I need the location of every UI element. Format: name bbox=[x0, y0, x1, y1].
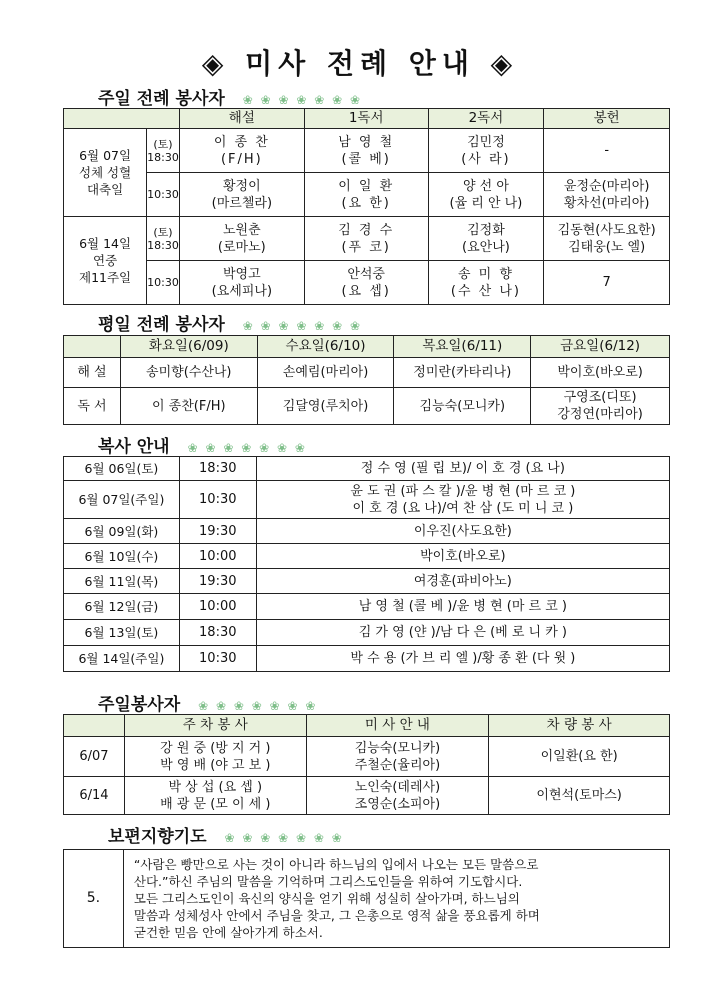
name: 강정연(마리아) bbox=[557, 407, 643, 422]
baptismal-name: (푸 코) bbox=[341, 239, 391, 255]
cell-reading1 bbox=[304, 173, 428, 217]
name: 김동현(사도요한) bbox=[557, 222, 656, 238]
server-names: 여경훈(파비아노) bbox=[256, 569, 669, 594]
header-blank bbox=[64, 715, 125, 737]
cell-offering bbox=[544, 173, 670, 217]
baptismal-name: (로마노) bbox=[217, 239, 266, 255]
date-text: 6월 14일 bbox=[79, 236, 132, 251]
cell-reading1 bbox=[304, 217, 428, 261]
server-date: 6월 12일(금) bbox=[64, 594, 180, 620]
feast-line: 성체 성혈 bbox=[78, 165, 132, 180]
name: 황차선(마리아) bbox=[563, 195, 650, 211]
header-day: 금요일(6/12) bbox=[531, 336, 670, 358]
name: 박 상 섭 (요 셉 ) bbox=[168, 779, 263, 795]
name: 윤정순(마리아) bbox=[563, 178, 650, 194]
section-heading-volunteers bbox=[98, 690, 317, 715]
name: 송 미 향 bbox=[457, 266, 514, 282]
mass-time: (토) 18:30 bbox=[147, 129, 180, 173]
cell-offering bbox=[544, 129, 670, 173]
prayer-number: 5. bbox=[64, 850, 124, 948]
altar-server-table bbox=[63, 456, 670, 672]
name: 김태웅(노 엘) bbox=[568, 239, 646, 255]
floral-decoration: ❀ ❀ ❀ ❀ ❀ ❀ ❀ bbox=[242, 93, 363, 107]
cell-name: 박이호(바오로) bbox=[531, 358, 670, 388]
feast-line: 제11주일 bbox=[79, 270, 132, 285]
cell-name: 정미란(카타리나) bbox=[394, 358, 531, 388]
volunteer-date: 6/07 bbox=[64, 737, 125, 777]
cell-name bbox=[531, 388, 670, 425]
server-time: 18:30 bbox=[179, 620, 256, 646]
universal-prayer-table bbox=[63, 849, 670, 948]
name: 구영조(디또) bbox=[563, 390, 637, 405]
section-title: 보편지향기도 bbox=[108, 827, 207, 847]
prayer-line: 산다.”하신 주님의 말씀을 기억하며 그리스도인들을 위하여 기도합시다. bbox=[133, 874, 523, 889]
cell-commentary bbox=[179, 129, 304, 173]
name: 김 경 수 bbox=[338, 222, 395, 238]
name: 양 선 아 bbox=[462, 178, 509, 194]
name: - bbox=[604, 143, 610, 158]
weekday-liturgy-table bbox=[63, 335, 670, 425]
parking-cell bbox=[124, 737, 306, 777]
prayer-line: 모든 그리스도인이 육신의 양식을 얻기 위해 성실히 살아가며, 하느님의 bbox=[133, 891, 520, 906]
server-date: 6월 07일(주일) bbox=[64, 481, 180, 519]
server-names: 이우진(사도요한) bbox=[256, 519, 669, 544]
section-title: 복사 안내 bbox=[98, 437, 170, 457]
guide-cell bbox=[306, 737, 489, 777]
baptismal-name: (율 리 안 나) bbox=[449, 195, 523, 211]
section-heading-weekday bbox=[98, 310, 362, 335]
name: 배 광 문 (모 이 세 ) bbox=[160, 796, 271, 812]
section-heading-servers bbox=[98, 432, 307, 457]
cell-reading2 bbox=[428, 217, 544, 261]
cell-name: 손예림(마리아) bbox=[257, 358, 394, 388]
page-title: ◈ 미사 전례 안내 ◈ bbox=[201, 47, 519, 80]
cell-reading1 bbox=[304, 129, 428, 173]
header-day: 화요일(6/09) bbox=[120, 336, 257, 358]
baptismal-name: (수 산 나) bbox=[450, 283, 521, 299]
server-names: 박이호(바오로) bbox=[256, 544, 669, 569]
server-time: 19:30 bbox=[179, 519, 256, 544]
name: 박영고 bbox=[222, 266, 261, 282]
section-title: 주일봉사자 bbox=[98, 695, 181, 715]
mass-time: 10:30 bbox=[147, 173, 180, 217]
baptismal-name: (F/H) bbox=[220, 151, 263, 167]
name: 강 원 중 (방 지 거 ) bbox=[160, 740, 271, 756]
cell-reading2 bbox=[428, 173, 544, 217]
date-cell bbox=[64, 129, 147, 217]
header-day: 목요일(6/11) bbox=[394, 336, 531, 358]
cell-offering bbox=[544, 217, 670, 261]
sunday-volunteer-table bbox=[63, 714, 670, 815]
server-time: 10:00 bbox=[179, 594, 256, 620]
header-reading1: 1독서 bbox=[304, 109, 428, 129]
server-names: 정 수 영 (필 립 보)/ 이 호 경 (요 나) bbox=[256, 457, 669, 481]
name: 안석중 bbox=[347, 266, 385, 282]
floral-decoration: ❀ ❀ ❀ ❀ ❀ ❀ ❀ bbox=[198, 699, 318, 713]
cell-name: 송미향(수산나) bbox=[120, 358, 257, 388]
name: 노원춘 bbox=[222, 222, 261, 238]
mass-time: 10:30 bbox=[147, 261, 180, 305]
name-line: 윤 도 권 (파 스 칼 )/윤 병 현 (마 르 코 ) bbox=[350, 483, 576, 499]
cell-commentary bbox=[179, 173, 304, 217]
cell-reading1 bbox=[304, 261, 428, 305]
server-time: 18:30 bbox=[179, 457, 256, 481]
feast-line: 연중 bbox=[93, 253, 118, 268]
server-time: 10:30 bbox=[179, 646, 256, 672]
date-cell bbox=[64, 217, 147, 305]
header-parking: 주 차 봉 사 bbox=[124, 715, 306, 737]
section-title: 평일 전례 봉사자 bbox=[98, 315, 225, 335]
baptismal-name: (요 셉) bbox=[341, 283, 391, 299]
server-names: 박 수 용 (가 브 리 엘 )/황 종 환 (다 윗 ) bbox=[256, 646, 669, 672]
baptismal-name: (마르첼라) bbox=[211, 195, 273, 211]
cell-commentary bbox=[179, 217, 304, 261]
parking-cell bbox=[124, 777, 306, 815]
floral-decoration: ❀ ❀ ❀ ❀ ❀ ❀ ❀ bbox=[224, 831, 344, 845]
sunday-liturgy-table bbox=[63, 108, 670, 305]
header-offering: 봉헌 bbox=[544, 109, 670, 129]
baptismal-name: (요안나) bbox=[462, 239, 510, 255]
feast-line: 대축일 bbox=[86, 182, 124, 197]
name: 노인숙(데레사) bbox=[354, 779, 441, 795]
vehicle-cell: 이현석(토마스) bbox=[489, 777, 670, 815]
header-vehicle: 차 량 봉 사 bbox=[489, 715, 670, 737]
prayer-text bbox=[123, 850, 669, 948]
name: 남 영 철 bbox=[338, 134, 395, 150]
role-label: 독 서 bbox=[64, 388, 121, 425]
name: 7 bbox=[602, 275, 611, 290]
volunteer-date: 6/14 bbox=[64, 777, 125, 815]
vehicle-cell: 이일환(요 한) bbox=[489, 737, 670, 777]
name: 박 영 배 (야 고 보 ) bbox=[160, 757, 271, 773]
baptismal-name: (요 한) bbox=[341, 195, 391, 211]
baptismal-name: (사 라) bbox=[461, 151, 511, 167]
prayer-line: 굳건한 믿음 안에 살아가게 하소서. bbox=[133, 925, 323, 940]
server-time: 19:30 bbox=[179, 569, 256, 594]
server-date: 6월 13일(토) bbox=[64, 620, 180, 646]
section-heading-sunday bbox=[98, 84, 362, 109]
server-names bbox=[256, 481, 669, 519]
name: 김정화 bbox=[467, 222, 505, 238]
header-blank bbox=[64, 336, 121, 358]
cell-reading2 bbox=[428, 261, 544, 305]
role-label: 해 설 bbox=[64, 358, 121, 388]
header-guide: 미 사 안 내 bbox=[306, 715, 489, 737]
prayer-line: “사람은 빵만으로 사는 것이 아니라 하느님의 입에서 나오는 모든 말씀으로 bbox=[133, 857, 539, 872]
cell-name: 김능숙(모니카) bbox=[394, 388, 531, 425]
name: 이 일 환 bbox=[338, 178, 395, 194]
name: 김민정 bbox=[467, 134, 505, 150]
cell-offering bbox=[544, 261, 670, 305]
server-date: 6월 11일(목) bbox=[64, 569, 180, 594]
server-date: 6월 06일(토) bbox=[64, 457, 180, 481]
name: 이 종 찬 bbox=[213, 134, 270, 150]
name: 조영순(소피아) bbox=[354, 796, 441, 812]
name: 황정이 bbox=[222, 178, 261, 194]
name: 김능숙(모니카) bbox=[354, 740, 441, 756]
header-commentary: 해설 bbox=[179, 109, 304, 129]
name: 주철순(율리아) bbox=[354, 757, 441, 773]
server-time: 10:00 bbox=[179, 544, 256, 569]
cell-reading2 bbox=[428, 129, 544, 173]
server-date: 6월 09일(화) bbox=[64, 519, 180, 544]
floral-decoration: ❀ ❀ ❀ ❀ ❀ ❀ ❀ bbox=[187, 441, 307, 455]
server-date: 6월 14일(주일) bbox=[64, 646, 180, 672]
header-reading2: 2독서 bbox=[428, 109, 544, 129]
header-blank bbox=[64, 109, 180, 129]
section-heading-prayer bbox=[108, 822, 344, 847]
name-line: 이 호 경 (요 나)/여 찬 삼 (도 미 니 코 ) bbox=[352, 500, 574, 516]
baptismal-name: (콜 베) bbox=[341, 151, 391, 167]
section-title: 주일 전례 봉사자 bbox=[98, 89, 225, 109]
cell-commentary bbox=[179, 261, 304, 305]
server-names: 김 가 영 (얀 )/남 다 은 (베 로 니 카 ) bbox=[256, 620, 669, 646]
server-date: 6월 10일(수) bbox=[64, 544, 180, 569]
header-day: 수요일(6/10) bbox=[257, 336, 394, 358]
cell-name: 김달영(루치아) bbox=[257, 388, 394, 425]
cell-name: 이 종찬(F/H) bbox=[120, 388, 257, 425]
guide-cell bbox=[306, 777, 489, 815]
server-time: 10:30 bbox=[179, 481, 256, 519]
date-text: 6월 07일 bbox=[79, 148, 132, 163]
server-names: 남 영 철 (콜 베 )/윤 병 현 (마 르 코 ) bbox=[256, 594, 669, 620]
floral-decoration: ❀ ❀ ❀ ❀ ❀ ❀ ❀ bbox=[242, 319, 363, 333]
prayer-line: 말씀과 성체성사 안에서 주님을 찾고, 그 은총으로 영적 삶을 풍요롭게 하며 bbox=[133, 908, 540, 923]
mass-time: (토) 18:30 bbox=[147, 217, 180, 261]
baptismal-name: (요세피나) bbox=[211, 283, 273, 299]
